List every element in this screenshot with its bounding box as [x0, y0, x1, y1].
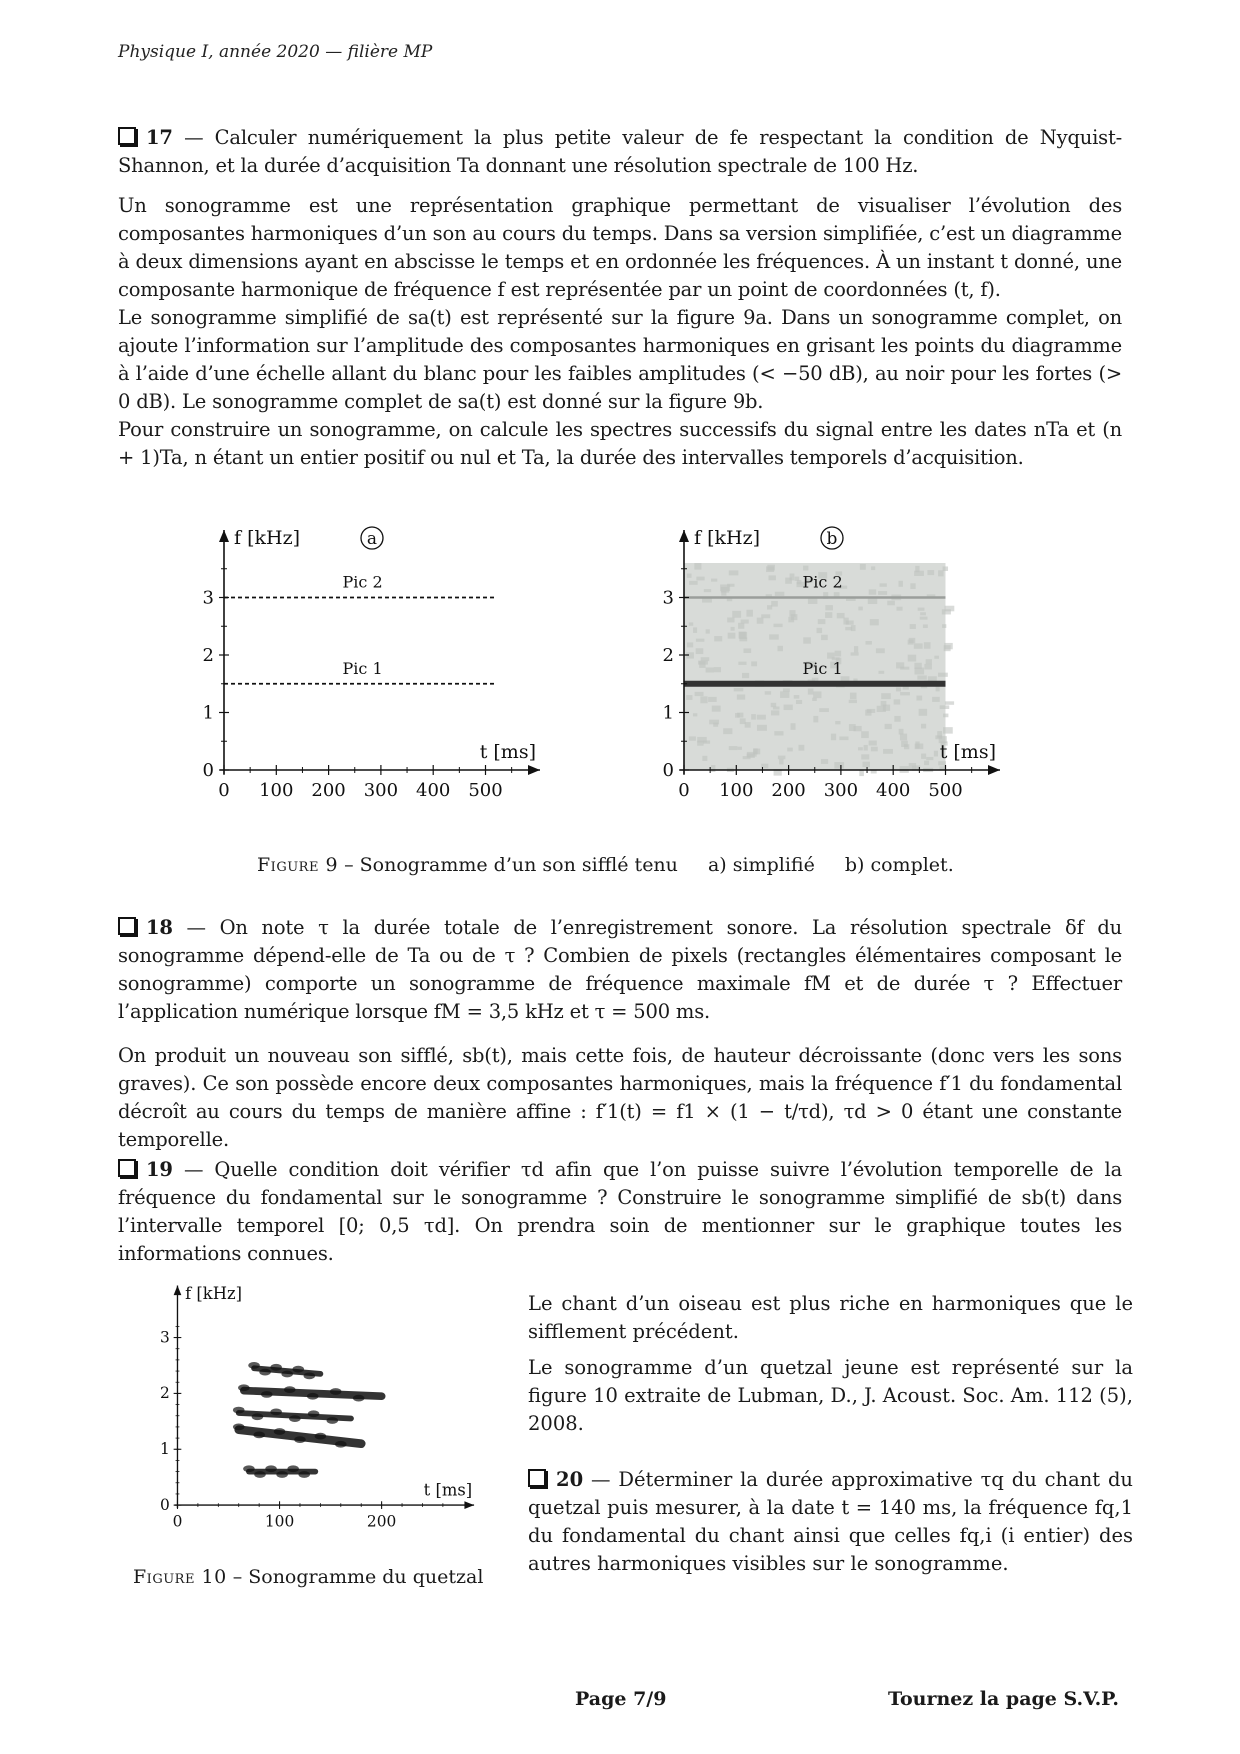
noise-speck — [932, 697, 940, 702]
noise-speck — [943, 727, 953, 733]
noise-speck — [851, 652, 859, 655]
y-axis-arrow-icon — [679, 530, 689, 542]
question-19 — [118, 1156, 1122, 1268]
x-axis-label: t [ms] — [479, 741, 536, 763]
noise-speck — [687, 642, 693, 647]
noise-speck — [871, 747, 878, 752]
noise-speck — [689, 622, 694, 625]
noise-speck — [698, 661, 708, 665]
noise-speck — [878, 591, 887, 595]
question-number: 18 — [146, 916, 173, 939]
figure-10-plot — [130, 1274, 510, 1534]
noise-speck — [871, 566, 875, 570]
noise-speck — [917, 675, 926, 679]
noise-speck — [757, 725, 767, 731]
y-axis-arrow-icon — [219, 530, 229, 542]
noise-speck — [812, 698, 817, 701]
noise-speck — [860, 564, 866, 570]
noise-speck — [850, 693, 857, 700]
x-tick-label: 300 — [363, 780, 399, 801]
caption-b: b) complet. — [844, 854, 954, 876]
intro2-paragraph: On produit un nouveau son sifflé, sb(t), mais cette fois, de hauteur décroissante (donc vers les sons graves). Ce son possède encore deux composantes harmoniques, mais la fréquence f′1 du fondamental décroît au cours du temps de manière affine : f′1(t) = f1 × (1 − t/τd), τd > 0 étant une constante temporelle. — [118, 1044, 1122, 1151]
noise-speck — [697, 737, 706, 743]
figure-9-caption — [257, 854, 954, 876]
noise-speck — [708, 697, 717, 702]
trace-blob — [233, 1407, 245, 1414]
noise-speck — [714, 636, 722, 641]
noise-speck — [732, 611, 741, 618]
y-tick-label: 3 — [202, 587, 214, 609]
noise-speck — [915, 744, 924, 750]
trace-blob — [292, 1366, 304, 1373]
noise-speck — [942, 624, 946, 628]
trace-blob — [315, 1433, 327, 1440]
noise-speck — [813, 691, 821, 698]
trace-blob — [284, 1386, 296, 1393]
noise-speck — [894, 699, 901, 704]
noise-speck — [706, 629, 710, 633]
noise-speck — [689, 581, 698, 585]
figure-9a-plot — [180, 500, 600, 840]
trace-blob — [238, 1384, 250, 1391]
noise-speck — [727, 584, 734, 587]
noise-speck — [731, 627, 735, 631]
noise-speck — [818, 619, 826, 624]
x-tick-label: 0 — [172, 1512, 183, 1531]
noise-speck — [687, 574, 692, 578]
intro-paragraph-2: Le sonogramme simplifié de sa(t) est représenté sur la figure 9a. Dans un sonogramme complet, on ajoute l’information sur l’amplitude des composantes harmoniques en grisant les points du diagramme à l’aide d’une échelle allant du blanc pour les faibles amplitudes (< −50 dB), au noir pour les fortes (> 0 dB). Le sonogramme complet de sa(t) est donné sur la figure 9b. — [118, 306, 1122, 413]
trace-blob — [307, 1393, 319, 1400]
y-axis-label: f [kHz] — [234, 527, 300, 549]
noise-speck — [876, 648, 885, 653]
noise-speck — [908, 640, 914, 645]
pic1-label: Pic 1 — [802, 658, 843, 678]
checkbox-icon — [528, 1469, 546, 1487]
x-axis-label: t [ms] — [423, 1480, 473, 1500]
noise-speck — [821, 635, 828, 640]
x-axis-label: t [ms] — [939, 741, 996, 763]
y-tick-label: 0 — [662, 760, 674, 781]
noise-speck — [870, 619, 879, 625]
noise-speck — [831, 734, 836, 741]
noise-speck — [943, 714, 948, 718]
running-header: Physique I, année 2020 — filière MP — [118, 42, 433, 62]
caption-text: – Sonogramme d’un son sifflé tenu — [344, 854, 678, 876]
noise-speck — [706, 667, 714, 672]
noise-speck — [694, 563, 701, 570]
noise-speck — [834, 762, 844, 769]
caption-label: Figure 10 — [133, 1566, 227, 1588]
y-tick-label: 0 — [202, 760, 214, 781]
x-tick-label: 0 — [218, 780, 230, 801]
trace-blob — [289, 1415, 301, 1422]
noise-speck — [817, 628, 823, 633]
x-tick-label: 500 — [928, 780, 963, 801]
noise-speck — [689, 736, 696, 740]
noise-speck — [904, 744, 909, 749]
noise-speck — [896, 662, 904, 668]
noise-speck — [721, 591, 726, 596]
y-axis-arrow-icon — [174, 1286, 182, 1296]
trace-blob — [287, 1465, 299, 1472]
noise-speck — [695, 692, 704, 696]
noise-speck — [926, 757, 933, 760]
intro2-block — [118, 1042, 1122, 1154]
noise-speck — [921, 724, 926, 729]
noise-speck — [789, 610, 795, 617]
y-tick-label: 3 — [159, 1328, 170, 1347]
x-tick-label: 200 — [771, 780, 806, 801]
noise-speck — [849, 700, 857, 703]
noise-speck — [803, 637, 811, 643]
noise-speck — [701, 657, 710, 661]
page-number: Page 7/9 — [575, 1688, 667, 1710]
trace-blob — [327, 1417, 339, 1424]
noise-speck — [883, 705, 890, 711]
noise-speck — [909, 763, 916, 769]
noise-speck — [937, 731, 942, 738]
x-tick-label: 0 — [678, 780, 690, 801]
panel-tag: a — [366, 529, 378, 549]
noise-speck — [898, 581, 902, 587]
noise-speck — [924, 761, 929, 765]
noise-speck — [696, 577, 704, 581]
y-axis-label: f [kHz] — [694, 527, 760, 549]
noise-speck — [693, 627, 697, 632]
noise-speck — [777, 646, 782, 651]
noise-speck — [711, 765, 715, 772]
noise-speck — [939, 766, 945, 769]
noise-speck — [910, 583, 915, 589]
checkbox-icon — [118, 917, 136, 935]
x-tick-label: 200 — [366, 1512, 397, 1531]
noise-speck — [854, 646, 858, 652]
noise-speck — [696, 648, 704, 654]
noise-speck — [713, 723, 718, 727]
y-tick-label: 0 — [159, 1495, 170, 1514]
noise-speck — [921, 754, 926, 759]
noise-speck — [711, 579, 717, 582]
noise-speck — [837, 613, 845, 618]
noise-speck — [738, 662, 746, 665]
x-axis-arrow-icon — [464, 1501, 474, 1509]
noise-speck — [924, 664, 931, 670]
y-tick-label: 1 — [662, 702, 674, 724]
noise-speck — [798, 745, 804, 751]
trace-blob — [252, 1413, 264, 1420]
question-text: — Calculer numériquement la plus petite valeur de fe respectant la condition de Nyquist-Shannon, et la durée d’acquisition Ta donnant une résolution spectrale de 100 Hz. — [118, 126, 1122, 177]
noise-speck — [878, 671, 884, 674]
x-tick-label: 500 — [468, 780, 503, 801]
noise-speck — [778, 756, 786, 760]
noise-speck — [835, 721, 840, 724]
caption-text: – Sonogramme du quetzal — [232, 1566, 484, 1588]
intro-block — [118, 192, 1122, 472]
noise-speck — [934, 656, 939, 659]
question-17 — [118, 124, 1122, 180]
noise-speck — [783, 688, 790, 691]
noise-speck — [723, 728, 732, 734]
y-tick-label: 1 — [159, 1440, 170, 1459]
noise-speck — [742, 673, 749, 678]
noise-speck — [923, 624, 928, 628]
noise-speck — [791, 723, 796, 730]
trace-blob — [274, 1428, 286, 1435]
trace-blob — [254, 1471, 266, 1478]
intro-paragraph-1: Un sonogramme est une représentation graphique permettant de visualiser l’évolution des composantes harmoniques d’un son au cours du temps. Dans sa version simplifiée, c’est un diagramme à deux dimensions ayant en abscisse le temps et en ordonnée les fréquences. À un instant t donné, une composante harmonique de fréquence f est représentée par un point de coordonnées (t, f). — [118, 194, 1122, 301]
noise-speck — [843, 618, 848, 625]
trace-blob — [335, 1441, 347, 1448]
noise-speck — [686, 695, 692, 700]
trace-blob — [298, 1471, 310, 1478]
trace-blob — [253, 1432, 265, 1439]
trace-blob — [233, 1423, 245, 1430]
trace-blob — [330, 1388, 342, 1395]
y-tick-label: 2 — [202, 645, 214, 666]
intro-paragraph-3: Pour construire un sonogramme, on calcule les spectres successifs du signal entre les dates nTa et (n + 1)Ta, n étant un entier positif ou nul et Ta, la durée des intervalles temporels d’acquisition. — [118, 418, 1122, 469]
noise-speck — [910, 624, 916, 629]
x-tick-label: 100 — [259, 780, 294, 801]
figure-10 — [130, 1274, 510, 1538]
noise-speck — [784, 705, 793, 711]
side-paragraph-2: Le sonogramme d’un quetzal jeune est représenté sur la figure 10 extraite de Lubman, D., J. Acoust. Soc. Am. 112 (5), 2008. — [528, 1356, 1133, 1435]
noise-speck — [918, 608, 925, 611]
noise-speck — [739, 632, 746, 639]
trace-blob — [270, 1409, 282, 1416]
noise-speck — [737, 747, 741, 750]
noise-speck — [808, 688, 814, 694]
noise-speck — [774, 731, 783, 735]
y-tick-label: 2 — [159, 1384, 170, 1403]
side-text — [528, 1290, 1133, 1446]
noise-speck — [934, 751, 938, 757]
noise-speck — [845, 627, 852, 630]
noise-speck — [869, 741, 877, 746]
x-axis-arrow-icon — [528, 765, 540, 775]
noise-speck — [887, 601, 895, 606]
pic1-label: Pic 1 — [342, 658, 383, 678]
noise-speck — [940, 705, 950, 709]
noise-speck — [938, 570, 943, 576]
noise-speck — [757, 618, 764, 624]
noise-speck — [835, 651, 842, 657]
noise-speck — [751, 714, 756, 720]
noise-speck — [767, 565, 775, 571]
trace-blob — [259, 1369, 271, 1376]
noise-speck — [747, 752, 757, 757]
noise-speck — [858, 607, 862, 611]
noise-speck — [744, 648, 752, 653]
noise-speck — [785, 578, 792, 584]
noise-speck — [728, 633, 736, 639]
noise-speck — [771, 601, 778, 607]
figure-9b-plot — [640, 500, 1060, 840]
figure-9a — [180, 500, 600, 844]
question-text: — Quelle condition doit vérifier τd afin que l’on puisse suivre l’évolution temporelle de la fréquence du fondamental sur le sonogramme ? Construire le sonogramme simplifié de sb(t) dans l’intervalle temporel [0; 0,5 τd]. On prendra soin de mentionner sur le graphique toutes les informations connues. — [118, 1158, 1123, 1265]
noise-speck — [740, 718, 746, 724]
noise-speck — [869, 589, 876, 594]
noise-speck — [788, 617, 794, 623]
noise-speck — [858, 747, 863, 750]
trace-blob — [281, 1371, 293, 1378]
noise-speck — [938, 673, 948, 677]
noise-speck — [924, 642, 931, 649]
noise-speck — [797, 580, 802, 584]
noise-speck — [769, 634, 779, 639]
noise-speck — [920, 617, 928, 620]
noise-speck — [868, 599, 878, 604]
x-tick-label: 200 — [311, 780, 346, 801]
noise-speck — [819, 708, 829, 712]
question-number: 17 — [146, 126, 173, 149]
noise-speck — [894, 716, 900, 722]
noise-speck — [900, 734, 907, 741]
noise-speck — [896, 687, 901, 691]
noise-speck — [779, 759, 783, 765]
pic2-label: Pic 2 — [802, 572, 843, 592]
noise-speck — [825, 612, 832, 618]
noise-speck — [821, 759, 828, 764]
noise-speck — [919, 709, 927, 716]
question-number: 19 — [146, 1158, 173, 1181]
noise-speck — [729, 570, 739, 575]
noise-speck — [734, 688, 744, 691]
y-tick-label: 2 — [662, 645, 674, 666]
noise-speck — [765, 691, 771, 695]
noise-speck — [796, 700, 802, 704]
noise-speck — [780, 691, 789, 698]
trace-blob — [248, 1362, 260, 1369]
turn-page-note: Tournez la page S.V.P. — [888, 1688, 1119, 1710]
noise-speck — [861, 754, 869, 759]
noise-speck — [914, 663, 921, 669]
noise-speck — [885, 724, 892, 729]
noise-speck — [738, 623, 744, 629]
checkbox-icon — [118, 127, 136, 145]
noise-speck — [727, 617, 734, 622]
question-text: — Déterminer la durée approximative τq du chant du quetzal puis mesurer, à la date t = 140 ms, la fréquence fq,1 du fondamental du chant ainsi que celles fq,i (i entier) des autres harmoniques visibles sur le sonogramme. — [528, 1468, 1133, 1575]
noise-speck — [881, 693, 891, 699]
x-tick-label: 100 — [719, 780, 754, 801]
noise-speck — [775, 592, 785, 596]
noise-speck — [880, 583, 887, 586]
noise-speck — [741, 619, 749, 623]
noise-speck — [914, 571, 924, 576]
trace-blob — [353, 1395, 365, 1402]
noise-speck — [927, 570, 934, 575]
trace-blob — [294, 1436, 306, 1443]
side-paragraph-1: Le chant d’un oiseau est plus riche en harmoniques que le sifflement précédent. — [528, 1292, 1133, 1343]
y-tick-label: 1 — [202, 702, 214, 724]
noise-speck — [769, 575, 776, 580]
noise-speck — [803, 566, 808, 571]
x-tick-label: 100 — [264, 1512, 295, 1531]
noise-speck — [751, 661, 757, 666]
noise-speck — [735, 713, 740, 718]
noise-speck — [914, 643, 923, 648]
noise-speck — [746, 610, 752, 617]
trace-blob — [276, 1471, 288, 1478]
noise-speck — [926, 659, 932, 664]
noise-speck — [813, 716, 818, 722]
caption-label: Figure 9 — [257, 854, 339, 876]
noise-speck — [945, 701, 954, 705]
noise-speck — [757, 715, 766, 720]
noise-speck — [916, 696, 922, 701]
noise-speck — [712, 706, 721, 712]
y-tick-label: 3 — [662, 587, 674, 609]
trace-blob — [304, 1372, 316, 1379]
noise-speck — [702, 756, 707, 761]
x-tick-label: 400 — [876, 780, 911, 801]
trace-blob — [308, 1410, 320, 1417]
panel-tag: b — [826, 529, 838, 549]
noise-speck — [900, 692, 910, 695]
trace-blob — [261, 1391, 273, 1398]
x-axis-arrow-icon — [988, 765, 1000, 775]
question-number: 20 — [556, 1468, 584, 1491]
noise-speck — [696, 639, 704, 642]
trace-blob — [243, 1465, 255, 1472]
question-18 — [118, 914, 1122, 1026]
noise-speck — [864, 745, 868, 751]
pic2-label: Pic 2 — [342, 572, 383, 592]
noise-speck — [714, 667, 721, 672]
y-axis-label: f [kHz] — [185, 1284, 243, 1304]
trace-blob — [270, 1364, 282, 1371]
noise-speck — [839, 736, 848, 740]
noise-speck — [865, 641, 871, 645]
noise-speck — [771, 710, 779, 715]
checkbox-icon — [118, 1159, 136, 1177]
noise-speck — [787, 748, 793, 752]
noise-speck — [908, 655, 916, 662]
noise-speck — [861, 731, 869, 738]
noise-speck — [729, 746, 738, 750]
question-20 — [528, 1466, 1133, 1578]
figure-10-caption — [133, 1566, 483, 1588]
noise-speck — [704, 589, 711, 592]
noise-speck — [883, 749, 893, 754]
noise-speck — [944, 643, 952, 649]
x-tick-label: 300 — [823, 780, 859, 801]
noise-speck — [865, 710, 871, 716]
caption-a: a) simplifié — [707, 854, 815, 876]
noise-speck — [896, 607, 902, 611]
noise-speck — [825, 605, 833, 610]
noise-speck — [773, 624, 782, 627]
figure-9b — [640, 500, 1060, 844]
trace-blob — [265, 1465, 277, 1472]
question-text: — On note τ la durée totale de l’enregistrement sonore. La résolution spectrale δf du sonogramme dépend-elle de Ta ou de τ ? Combien de pixels (rectangles élémentaires composant le sonogramme) comporte un sonogramme de fréquence maximale fM et de durée τ ? Effectuer l’application numérique lorsque fM = 3,5 kHz et τ = 500 ms. — [118, 916, 1122, 1023]
noise-speck — [849, 724, 856, 731]
x-tick-label: 400 — [416, 780, 451, 801]
noise-speck — [700, 696, 707, 703]
noise-speck — [773, 706, 780, 709]
noise-speck — [863, 762, 870, 767]
noise-speck — [794, 695, 800, 699]
noise-speck — [920, 612, 926, 615]
noise-speck — [693, 713, 697, 716]
noise-speck — [945, 606, 955, 612]
noise-speck — [737, 694, 745, 699]
